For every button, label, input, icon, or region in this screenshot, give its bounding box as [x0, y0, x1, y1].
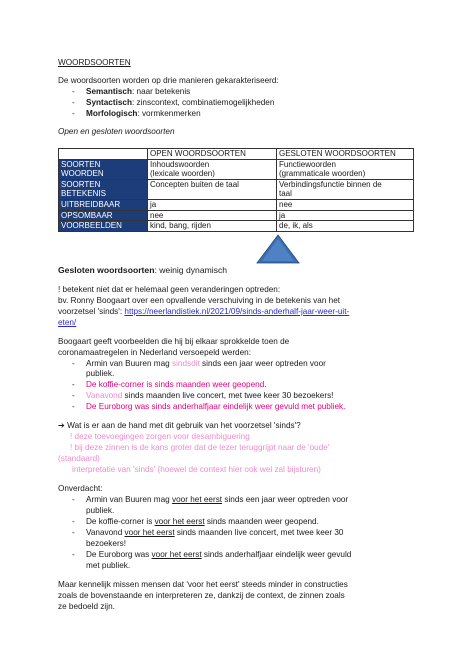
- note-line: interpretatie van 'sinds' (hoewel de context hier ook wel zal bijsturen): [72, 465, 321, 474]
- list-item: - De koffie-corner is sinds maanden weer geopend.: [72, 380, 267, 389]
- row-label: VOORBEELDEN: [59, 221, 148, 232]
- table-row: [59, 199, 414, 210]
- section-heading: Gesloten woordsoorten: weinig dynamisch: [58, 265, 228, 275]
- note-line: (standaard): [58, 454, 100, 463]
- paragraph-line: zoals de bovenstaande en interpreteren ze, dankzij de context, de zinnen zoals: [58, 591, 345, 600]
- bullet-text: : naar betekenis: [131, 87, 191, 96]
- intro-text: De woordsoorten worden op drie manieren gekarakteriseerd:: [58, 76, 279, 85]
- list-item: - Vanavond sinds maanden live concert, met twee keer 30 bezoekers!: [72, 391, 334, 400]
- table-cell: nee: [277, 199, 414, 210]
- triangle-icon: [256, 234, 300, 264]
- question-line: ➔ Wat is er aan de hand met dit gebruik van het voorzetsel 'sinds'?: [58, 421, 301, 430]
- table-row: [59, 159, 414, 179]
- list-item-continued: bezoekers!: [86, 539, 127, 548]
- row-label: UITBREIDBAAR: [59, 199, 148, 210]
- table-row: [59, 221, 414, 232]
- page-title: WOORDSOORTEN: [58, 58, 131, 67]
- article-link-continued[interactable]: eten/: [58, 318, 77, 327]
- bullet-text: : vormkenmerken: [137, 109, 201, 118]
- article-link[interactable]: https://neerlandistiek.nl/2021/09/sinds-anderhalf-jaar-weer-uit-: [124, 307, 350, 316]
- paragraph-line: Maar kennelijk missen mensen dat 'voor het eerst' steeds minder in constructies: [58, 580, 348, 589]
- wordtype-table: [58, 148, 414, 232]
- bullet-item: [72, 87, 190, 98]
- table-row: [59, 210, 414, 221]
- table-header-row: [59, 149, 414, 160]
- table-header-cell: GESLOTEN WOORDSOORTEN: [277, 149, 414, 160]
- onverdacht-label: Onverdacht:: [58, 484, 103, 493]
- section-subheading: Open en gesloten woordsoorten: [58, 127, 175, 136]
- row-label: SOORTEN WOORDEN: [59, 159, 148, 179]
- bullet-term: Semantisch: [86, 87, 132, 96]
- paragraph-line: Boogaart geeft voorbeelden die hij bij elkaar sprokkelde toen de: [58, 337, 290, 346]
- table-cell: ja: [148, 199, 277, 210]
- note-line: ! bij deze zinnen is de kans groter dat de lezer teruggrijpt naar de 'oude': [70, 443, 330, 452]
- table-cell: Concepten buiten de taal: [148, 179, 277, 199]
- list-item-continued: met publiek.: [86, 561, 131, 570]
- bullet-term: Morfologisch: [86, 109, 138, 118]
- table-header-cell: [59, 149, 148, 160]
- paragraph-line: bv. Ronny Boogaart over een opvallende verschuiving in de betekenis van het: [58, 296, 341, 305]
- table-cell: nee: [148, 210, 277, 221]
- table-row: [59, 179, 414, 199]
- bullet-text: : zinscontext, combinatiemogelijkheden: [131, 98, 275, 107]
- list-item: - De Euroborg was sinds anderhalfjaar eindelijk weer gevuld met publiek.: [72, 402, 346, 411]
- paragraph-line: voorzetsel 'sinds': https://neerlandistiek.nl/2021/09/sinds-anderhalf-jaar-weer-uit-: [58, 307, 350, 316]
- row-label: SOORTEN BETEKENIS: [59, 179, 148, 199]
- paragraph-line: ! betekent niet dat er helemaal geen veranderingen optreden:: [58, 285, 281, 294]
- list-item: - De Euroborg was voor het eerst sinds anderhalfjaar eindelijk weer gevuld: [72, 550, 352, 559]
- table-cell: de, ik, als: [277, 221, 414, 232]
- row-label: OPSOMBAAR: [59, 210, 148, 221]
- paragraph-line: coronamaatregelen in Nederland versoepeld werden:: [58, 348, 251, 357]
- bullet-item: [72, 109, 201, 120]
- bullet-term: Syntactisch: [86, 98, 132, 107]
- table-header-cell: OPEN WOORDSOORTEN: [148, 149, 277, 160]
- table-cell: Verbindingsfunctie binnen de taal: [277, 179, 414, 199]
- table-cell: Functiewoorden (grammaticale woorden): [277, 159, 414, 179]
- list-item: - Armin van Buuren mag voor het eerst sinds een jaar weer optreden voor: [72, 495, 349, 504]
- arrow-right-icon: ➔: [58, 421, 65, 430]
- table-cell: kind, bang, rijden: [148, 221, 277, 232]
- table-cell: Inhoudswoorden (lexicale woorden): [148, 159, 277, 179]
- bullet-dash: -: [72, 87, 75, 96]
- paragraph-line: ze bedoeld zijn.: [58, 602, 115, 611]
- bullet-item: [72, 98, 274, 109]
- list-item: - De koffie-corner is voor het eerst sinds maanden weer geopend.: [72, 517, 319, 526]
- note-line: ! deze toevoegingen zorgen voor desambiguering: [70, 432, 250, 441]
- list-item-continued: publiek.: [86, 369, 115, 378]
- table-cell: ja: [277, 210, 414, 221]
- list-item: - Armin van Buuren mag sindsdit sinds een jaar weer optreden voor: [72, 359, 326, 368]
- bullet-dash: -: [72, 109, 75, 118]
- list-item-continued: publiek.: [86, 506, 115, 515]
- bullet-dash: -: [72, 98, 75, 107]
- list-item: - Vanavond voor het eerst sinds maanden live concert, met twee keer 30: [72, 528, 344, 537]
